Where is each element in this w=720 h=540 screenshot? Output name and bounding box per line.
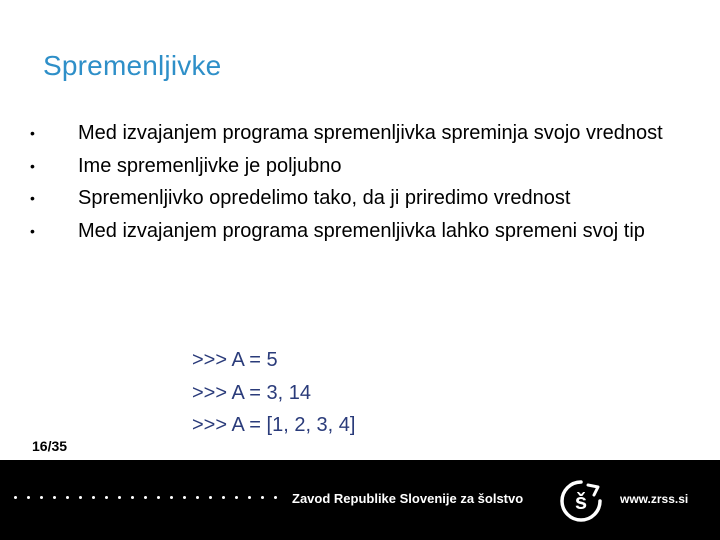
footer-dot xyxy=(40,496,43,499)
footer-dot xyxy=(92,496,95,499)
footer-dot xyxy=(157,496,160,499)
bullet-text: Med izvajanjem programa spremenljivka lahko spremeni svoj tip xyxy=(78,219,645,242)
footer-dot xyxy=(79,496,82,499)
footer-dot xyxy=(209,496,212,499)
footer-dot xyxy=(248,496,251,499)
footer-dot xyxy=(274,496,277,499)
bullet-text: Ime spremenljivke je poljubno xyxy=(78,154,342,177)
footer-dot xyxy=(235,496,238,499)
page-number: 16/35 xyxy=(32,438,68,454)
footer-dot xyxy=(222,496,225,499)
bullet-item xyxy=(30,150,670,183)
footer-dot xyxy=(196,496,199,499)
footer-dot xyxy=(261,496,264,499)
footer-organization: Zavod Republike Slovenije za šolstvo xyxy=(292,491,524,506)
bullet-list xyxy=(30,117,670,247)
footer-dot xyxy=(144,496,147,499)
zrss-s-logo-icon xyxy=(558,478,604,524)
footer-dot xyxy=(53,496,56,499)
code-block xyxy=(192,344,355,442)
slide-title: Spremenljivke xyxy=(43,50,222,81)
bullet-item xyxy=(30,215,670,248)
bullet-dot-icon: • xyxy=(30,157,35,174)
footer-dot xyxy=(131,496,134,499)
svg-text:š: š xyxy=(574,489,588,514)
footer-dot xyxy=(118,496,121,499)
footer-dot xyxy=(170,496,173,499)
bullet-dot-icon: • xyxy=(30,190,35,206)
bullet-text: Spremenljivko opredelimo tako, da ji priredimo vrednost xyxy=(78,187,571,209)
footer-dot xyxy=(105,496,108,499)
code-line: >>> A = [1, 2, 3, 4] xyxy=(192,414,356,436)
footer-dot xyxy=(14,496,17,499)
code-line: >>> A = 3, 14 xyxy=(192,381,312,404)
footer-url[interactable]: www.zrss.si xyxy=(620,492,689,506)
footer-dot xyxy=(183,496,186,499)
footer-dot xyxy=(66,496,69,499)
footer-dots-decoration xyxy=(14,496,277,499)
bullet-item xyxy=(30,117,670,150)
bullet-item xyxy=(30,182,670,215)
bullet-dot-icon: • xyxy=(30,125,35,141)
code-line: >>> A = 5 xyxy=(192,349,278,371)
bullet-text: Med izvajanjem programa spremenljivka spreminja svojo vrednost xyxy=(78,122,663,144)
footer-dot xyxy=(27,496,30,499)
bullet-dot-icon: • xyxy=(30,222,35,239)
footer-bar xyxy=(0,460,720,540)
